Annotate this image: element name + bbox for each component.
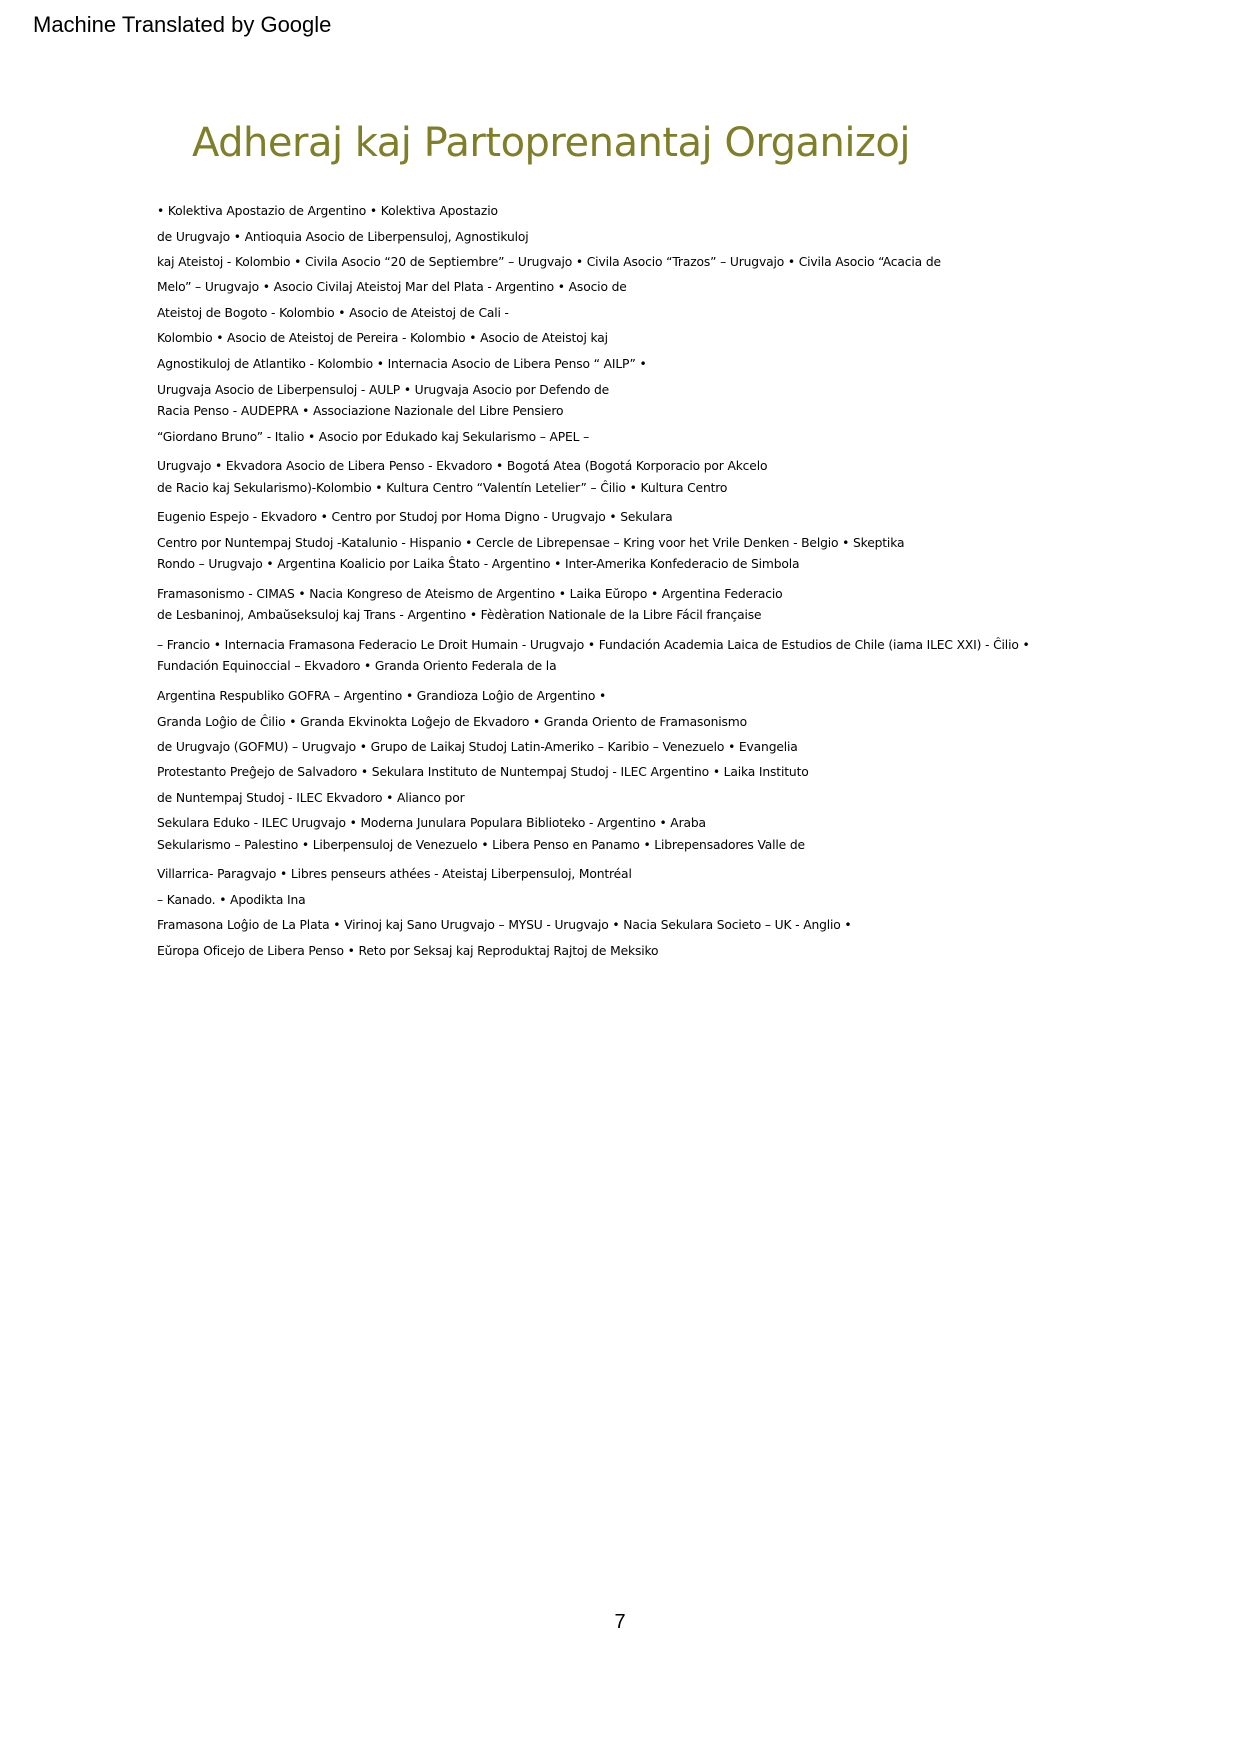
text-line: “Giordano Bruno” - Italio • Asocio por Edukado kaj Sekularismo – APEL – bbox=[157, 430, 590, 444]
text-line: Ateistoj de Bogoto - Kolombio • Asocio de Ateistoj de Cali - bbox=[157, 306, 509, 320]
text-line: Sekularismo – Palestino • Liberpensuloj de Venezuelo • Libera Penso en Panamo • Librepensadores Valle de bbox=[157, 838, 805, 852]
text-line: de Lesbaninoj, Ambaŭseksuloj kaj Trans - Argentino • Fèdèration Nationale de la Libre Fácil française bbox=[157, 608, 762, 622]
text-line: de Racio kaj Sekularismo)-Kolombio • Kultura Centro “Valentín Letelier” – Ĉilio • Kultura Centro bbox=[157, 481, 728, 495]
text-line: Argentina Respubliko GOFRA – Argentino • Grandioza Loĝio de Argentino • bbox=[157, 689, 607, 703]
text-line: • Kolektiva Apostazio de Argentino • Kolektiva Apostazio bbox=[157, 204, 498, 218]
text-line: Framasona Loĝio de La Plata • Virinoj kaj Sano Urugvajo – MYSU - Urugvajo • Nacia Sekulara Societo – UK - Anglio • bbox=[157, 918, 852, 932]
text-line: de Nuntempaj Studoj - ILEC Ekvadoro • Alianco por bbox=[157, 791, 465, 805]
text-line: Melo” – Urugvajo • Asocio Civilaj Ateistoj Mar del Plata - Argentino • Asocio de bbox=[157, 280, 627, 294]
text-line: – Francio • Internacia Framasona Federacio Le Droit Humain - Urugvajo • Fundación Academia Laica de Estudios de Chile (iama ILEC XXI) - Ĉilio • bbox=[157, 638, 1030, 652]
machine-translation-note: Machine Translated by Google bbox=[33, 12, 332, 37]
text-line: Eugenio Espejo - Ekvadoro • Centro por Studoj por Homa Digno - Urugvajo • Sekulara bbox=[157, 510, 673, 524]
text-line: Urugvaja Asocio de Liberpensuloj - AULP • Urugvaja Asocio por Defendo de bbox=[157, 383, 610, 397]
text-line: Granda Loĝio de Ĉilio • Granda Ekvinokta Loĝejo de Ekvadoro • Granda Oriento de Framasonismo bbox=[157, 715, 747, 729]
text-line: – Kanado. • Apodikta Ina bbox=[157, 893, 306, 907]
text-line: Rondo – Urugvajo • Argentina Koalicio por Laika Ŝtato - Argentino • Inter-Amerika Konfederacio de Simbola bbox=[157, 557, 800, 571]
text-line: Racia Penso - AUDEPRA • Associazione Nazionale del Libre Pensiero bbox=[157, 404, 564, 418]
text-line: kaj Ateistoj - Kolombio • Civila Asocio “20 de Septiembre” – Urugvajo • Civila Asocio “Trazos” – Urugvajo • Civila Asocio “Acacia de bbox=[157, 255, 941, 269]
text-line: de Urugvajo (GOFMU) – Urugvajo • Grupo de Laikaj Studoj Latin-Ameriko – Karibio – Venezuelo • Evangelia bbox=[157, 740, 798, 754]
text-line: Urugvajo • Ekvadora Asocio de Libera Penso - Ekvadoro • Bogotá Atea (Bogotá Korporacio por Akcelo bbox=[157, 459, 768, 473]
text-line: Centro por Nuntempaj Studoj -Katalunio - Hispanio • Cercle de Librepensae – Kring voor het Vrile Denken - Belgio • Skeptika bbox=[157, 536, 905, 550]
page-title: Adheraj kaj Partoprenantaj Organizoj bbox=[192, 120, 911, 166]
text-line: Eŭropa Oficejo de Libera Penso • Reto por Seksaj kaj Reproduktaj Rajtoj de Meksiko bbox=[157, 944, 659, 958]
text-line: Framasonismo - CIMAS • Nacia Kongreso de Ateismo de Argentino • Laika Eŭropo • Argentina Federacio bbox=[157, 587, 783, 601]
text-line: Villarrica- Paragvajo • Libres penseurs athées - Ateistaj Liberpensuloj, Montréal bbox=[157, 867, 632, 881]
text-line: Agnostikuloj de Atlantiko - Kolombio • Internacia Asocio de Libera Penso “ AILP” • bbox=[157, 357, 647, 371]
text-line: Sekulara Eduko - ILEC Urugvajo • Moderna Junulara Populara Biblioteko - Argentino • Araba bbox=[157, 816, 706, 830]
text-line: Protestanto Preĝejo de Salvadoro • Sekulara Instituto de Nuntempaj Studoj - ILEC Argentino • Laika Instituto bbox=[157, 765, 809, 779]
page-number: 7 bbox=[614, 1611, 626, 1633]
text-line: de Urugvajo • Antioquia Asocio de Liberpensuloj, Agnostikuloj bbox=[157, 230, 529, 244]
text-line: Kolombio • Asocio de Ateistoj de Pereira - Kolombio • Asocio de Ateistoj kaj bbox=[157, 331, 608, 345]
text-line: Fundación Equinoccial – Ekvadoro • Granda Oriento Federala de la bbox=[157, 659, 557, 673]
